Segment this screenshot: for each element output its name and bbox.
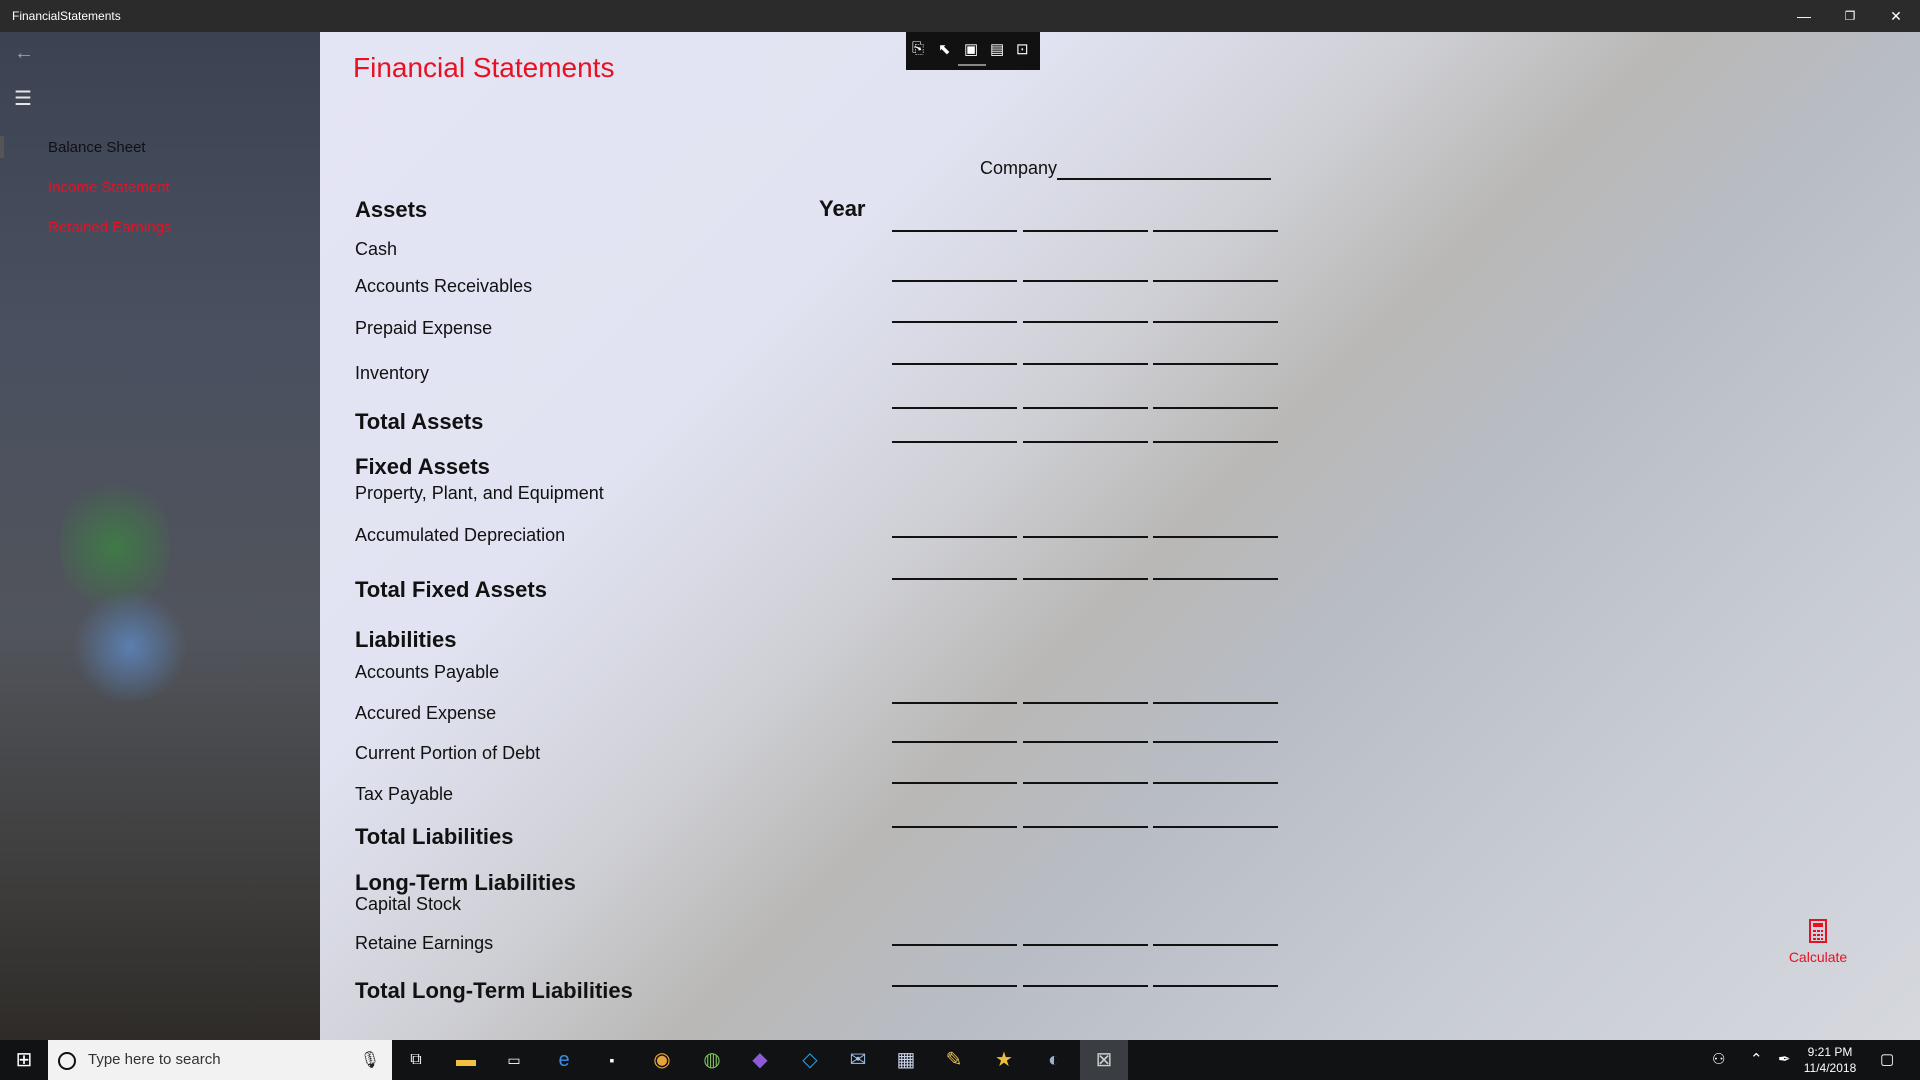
ppe-input-2[interactable] — [1023, 512, 1148, 538]
current-portion-of-debt-input-2[interactable] — [1023, 758, 1148, 784]
accounts-payable-input-3[interactable] — [1153, 678, 1278, 704]
action-center-icon[interactable]: ▢ — [1880, 1051, 1895, 1068]
total-assets-output-3[interactable] — [1153, 417, 1278, 443]
terminal-icon[interactable]: ▭ — [507, 1052, 521, 1068]
capital-stock-label: Capital Stock — [355, 894, 462, 914]
inventory-input-2[interactable] — [1023, 383, 1148, 409]
retaine-earnings-label: Retaine Earnings — [355, 933, 494, 953]
cash-input-3[interactable] — [1153, 256, 1278, 282]
taskbar — [0, 1040, 1920, 1080]
people-icon[interactable]: ⚇ — [1712, 1051, 1726, 1068]
accounts-receivables-input-1[interactable] — [892, 297, 1017, 323]
windows-start-icon[interactable]: ⊞ — [15, 1049, 33, 1071]
total-assets-output-2[interactable] — [1023, 417, 1148, 443]
clock-time: 9:21 PM — [1807, 1045, 1853, 1059]
nav-item-income-statement[interactable]: Income Statement — [48, 179, 170, 196]
year-input-2[interactable] — [1023, 206, 1148, 232]
display-layout-icon[interactable]: ▤ — [990, 41, 1005, 58]
microphone-icon[interactable]: 🎙 — [359, 1052, 380, 1069]
android-studio-icon[interactable]: ◍ — [703, 1049, 721, 1071]
total-assets-output-1[interactable] — [892, 417, 1017, 443]
clock-date: 11/4/2018 — [1803, 1061, 1857, 1075]
accounts-receivables-input-2[interactable] — [1023, 297, 1148, 323]
steam-icon[interactable]: ◐ — [1047, 1049, 1061, 1071]
accounts-receivables-input-3[interactable] — [1153, 297, 1278, 323]
assets-heading: Assets — [355, 197, 428, 222]
prepaid-expense-input-1[interactable] — [892, 339, 1017, 365]
prepaid-expense-label: Prepaid Expense — [355, 318, 493, 338]
tax-payable-input-2[interactable] — [1023, 802, 1148, 828]
accured-expense-input-3[interactable] — [1153, 717, 1278, 743]
financialstatements-app-icon[interactable]: ⊠ — [1080, 1040, 1128, 1080]
fixed-assets-heading: Fixed Assets — [355, 454, 490, 479]
page-title: Financial Statements — [353, 52, 615, 83]
accured-expense-input-2[interactable] — [1023, 717, 1148, 743]
capital-stock-input-3[interactable] — [1153, 920, 1278, 946]
vscode-icon[interactable]: ◇ — [802, 1049, 818, 1071]
pointer-icon[interactable]: ⬉ — [938, 41, 951, 58]
year-label: Year — [819, 196, 866, 221]
retaine-earnings-input-1[interactable] — [892, 961, 1017, 987]
accumulated-depreciation-input-2[interactable] — [1023, 554, 1148, 580]
chrome-icon[interactable]: ◉ — [653, 1049, 671, 1071]
ppe-input-1[interactable] — [892, 512, 1017, 538]
debug-toolbar — [906, 32, 1040, 70]
ppe-label: Property, Plant, and Equipment — [355, 483, 604, 503]
cortana-icon — [58, 1052, 76, 1070]
retaine-earnings-input-3[interactable] — [1153, 961, 1278, 987]
current-portion-of-debt-input-3[interactable] — [1153, 758, 1278, 784]
chevron-up-icon[interactable]: ⌃ — [1750, 1051, 1763, 1068]
current-portion-of-debt-input-1[interactable] — [892, 758, 1017, 784]
tax-payable-label: Tax Payable — [355, 784, 454, 804]
search-box[interactable] — [48, 1040, 392, 1080]
total-liabilities-label: Total Liabilities — [355, 824, 514, 849]
inventory-label: Inventory — [355, 363, 430, 383]
close-button[interactable]: ✕ — [1890, 8, 1902, 24]
background-blur — [70, 592, 190, 702]
title-bar — [0, 0, 1920, 32]
total-long-term-liabilities-label: Total Long-Term Liabilities — [355, 978, 633, 1003]
accounts-payable-input-1[interactable] — [892, 678, 1017, 704]
visual-studio-icon[interactable]: ◆ — [752, 1049, 768, 1071]
calculate-label: Calculate — [1788, 949, 1848, 965]
accured-expense-label: Accured Expense — [355, 703, 497, 723]
tax-payable-input-1[interactable] — [892, 802, 1017, 828]
select-element-icon[interactable]: ⎘ — [912, 40, 925, 57]
company-label: Company — [980, 158, 1058, 178]
accounts-receivables-label: Accounts Receivables — [355, 276, 533, 296]
accumulated-depreciation-input-1[interactable] — [892, 554, 1017, 580]
total-fixed-assets-label: Total Fixed Assets — [355, 577, 547, 602]
layout-adorner-icon[interactable]: ▣ — [964, 41, 979, 58]
inventory-input-1[interactable] — [892, 383, 1017, 409]
accounts-payable-label: Accounts Payable — [355, 662, 500, 682]
calculator-app-icon[interactable]: ▦ — [896, 1049, 916, 1071]
back-arrow-icon[interactable]: ← — [14, 42, 34, 64]
capital-stock-input-2[interactable] — [1023, 920, 1148, 946]
restore-button[interactable]: ❐ — [1844, 9, 1856, 23]
long-term-liabilities-heading: Long-Term Liabilities — [355, 870, 576, 895]
edge-icon[interactable]: e — [558, 1049, 570, 1071]
year-input-3[interactable] — [1153, 206, 1278, 232]
task-view-icon[interactable]: ⧉ — [410, 1051, 422, 1068]
cash-input-2[interactable] — [1023, 256, 1148, 282]
app-title: FinancialStatements — [12, 9, 121, 23]
capital-stock-input-1[interactable] — [892, 920, 1017, 946]
mail-icon[interactable]: ✉ — [849, 1049, 867, 1071]
main-content — [320, 32, 1920, 1040]
total-assets-label: Total Assets — [355, 409, 484, 434]
ppe-input-3[interactable] — [1153, 512, 1278, 538]
nav-item-balance-sheet[interactable]: Balance Sheet — [48, 139, 146, 156]
track-focus-icon[interactable]: ⊡ — [1016, 41, 1029, 58]
paint-icon[interactable]: ✎ — [945, 1049, 963, 1071]
file-explorer-icon[interactable]: ▬ — [456, 1049, 476, 1071]
accumulated-depreciation-input-3[interactable] — [1153, 554, 1278, 580]
nav-item-retained-earnings[interactable]: Retained Earnings — [48, 219, 172, 236]
prepaid-expense-input-2[interactable] — [1023, 339, 1148, 365]
selection-indicator — [0, 136, 4, 158]
inventory-input-3[interactable] — [1153, 383, 1278, 409]
cmd-icon[interactable]: ▪ — [609, 1052, 615, 1068]
toolbar-collapse-handle[interactable] — [958, 64, 986, 66]
search-placeholder: Type here to search — [88, 1051, 221, 1068]
prepaid-expense-input-3[interactable] — [1153, 339, 1278, 365]
cash-label: Cash — [355, 239, 398, 259]
company-input[interactable] — [1057, 178, 1271, 180]
year-input-1[interactable] — [892, 206, 1017, 232]
pen-icon[interactable]: ✒ — [1778, 1051, 1791, 1068]
hamburger-menu-icon[interactable]: ☰ — [14, 88, 32, 110]
system-clock[interactable] — [1800, 1044, 1860, 1076]
nav-pane — [0, 32, 320, 1040]
liabilities-heading: Liabilities — [355, 627, 457, 652]
accumulated-depreciation-label: Accumulated Depreciation — [355, 525, 566, 545]
calculate-button[interactable] — [1783, 919, 1853, 965]
tax-payable-input-3[interactable] — [1153, 802, 1278, 828]
accured-expense-input-1[interactable] — [892, 717, 1017, 743]
retaine-earnings-input-2[interactable] — [1023, 961, 1148, 987]
accounts-payable-input-2[interactable] — [1023, 678, 1148, 704]
cash-input-1[interactable] — [892, 256, 1017, 282]
minimize-button[interactable]: — — [1797, 8, 1811, 24]
star-app-icon[interactable]: ★ — [995, 1049, 1013, 1071]
calculator-icon — [1783, 919, 1853, 949]
current-portion-of-debt-label: Current Portion of Debt — [355, 743, 541, 763]
